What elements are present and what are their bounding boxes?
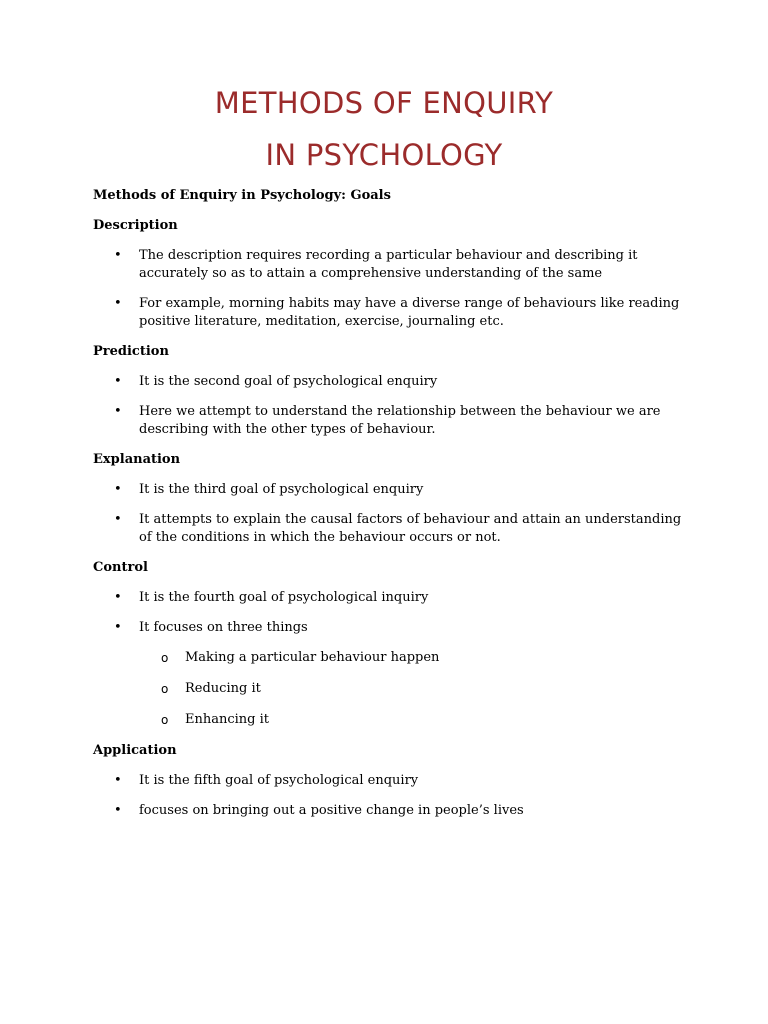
list-item-text: It attempts to explain the causal factors of behaviour and attain an understanding of the conditions in which the behaviour occurs or not. bbox=[139, 512, 682, 545]
document-body bbox=[93, 187, 683, 832]
sub-bullet-icon: o bbox=[161, 651, 169, 665]
sub-list-item bbox=[93, 711, 683, 729]
list-item-text: It is the fifth goal of psychological enquiry bbox=[139, 773, 419, 788]
list-item bbox=[93, 373, 683, 391]
bullet-icon: • bbox=[114, 803, 122, 818]
sub-list-item bbox=[93, 680, 683, 698]
bullet-icon: • bbox=[114, 620, 122, 635]
sub-list-item bbox=[93, 649, 683, 667]
list-item bbox=[93, 619, 683, 637]
title-line-1: METHODS OF ENQUIRY bbox=[214, 86, 554, 120]
bullet-icon: • bbox=[114, 590, 122, 605]
list-item bbox=[93, 295, 683, 331]
section-heading-control: Control bbox=[93, 560, 148, 575]
section-heading-prediction: Prediction bbox=[93, 344, 169, 359]
list-item bbox=[93, 511, 683, 547]
sub-list-item-text: Making a particular behaviour happen bbox=[185, 650, 440, 665]
list-item-text: It is the third goal of psychological enquiry bbox=[139, 482, 424, 497]
list-item bbox=[93, 772, 683, 790]
subtitle: Methods of Enquiry in Psychology: Goals bbox=[93, 188, 391, 203]
list-item bbox=[93, 247, 683, 283]
list-item bbox=[93, 481, 683, 499]
sub-list-item-text: Enhancing it bbox=[185, 712, 270, 727]
bullet-icon: • bbox=[114, 404, 122, 419]
list-item-text: focuses on bringing out a positive change in people’s lives bbox=[139, 803, 524, 818]
section-heading-explanation: Explanation bbox=[93, 452, 181, 467]
list-item-text: It is the second goal of psychological enquiry bbox=[139, 374, 438, 389]
bullet-icon: • bbox=[114, 374, 122, 389]
list-item-text: For example, morning habits may have a diverse range of behaviours like reading positive literature, meditation, exercise, journaling etc. bbox=[139, 296, 680, 329]
bullet-icon: • bbox=[114, 296, 122, 311]
section-heading-application: Application bbox=[93, 743, 177, 758]
list-item-text: The description requires recording a particular behaviour and describing it accurately so as to attain a comprehensive understanding of the same bbox=[139, 248, 638, 281]
sub-bullet-icon: o bbox=[161, 713, 169, 727]
bullet-icon: • bbox=[114, 482, 122, 497]
list-item bbox=[93, 589, 683, 607]
bullet-icon: • bbox=[114, 773, 122, 788]
section-heading-description: Description bbox=[93, 218, 178, 233]
title-line-2: IN PSYCHOLOGY bbox=[265, 138, 503, 172]
list-item bbox=[93, 403, 683, 439]
bullet-icon: • bbox=[114, 512, 122, 527]
list-item-text: Here we attempt to understand the relationship between the behaviour we are describing with the other types of behaviour. bbox=[139, 404, 661, 437]
bullet-icon: • bbox=[114, 248, 122, 263]
list-item bbox=[93, 802, 683, 820]
sub-list-item-text: Reducing it bbox=[185, 681, 261, 696]
list-item-text: It focuses on three things bbox=[139, 620, 308, 635]
list-item-text: It is the fourth goal of psychological inquiry bbox=[139, 590, 429, 605]
sub-bullet-icon: o bbox=[161, 682, 169, 696]
